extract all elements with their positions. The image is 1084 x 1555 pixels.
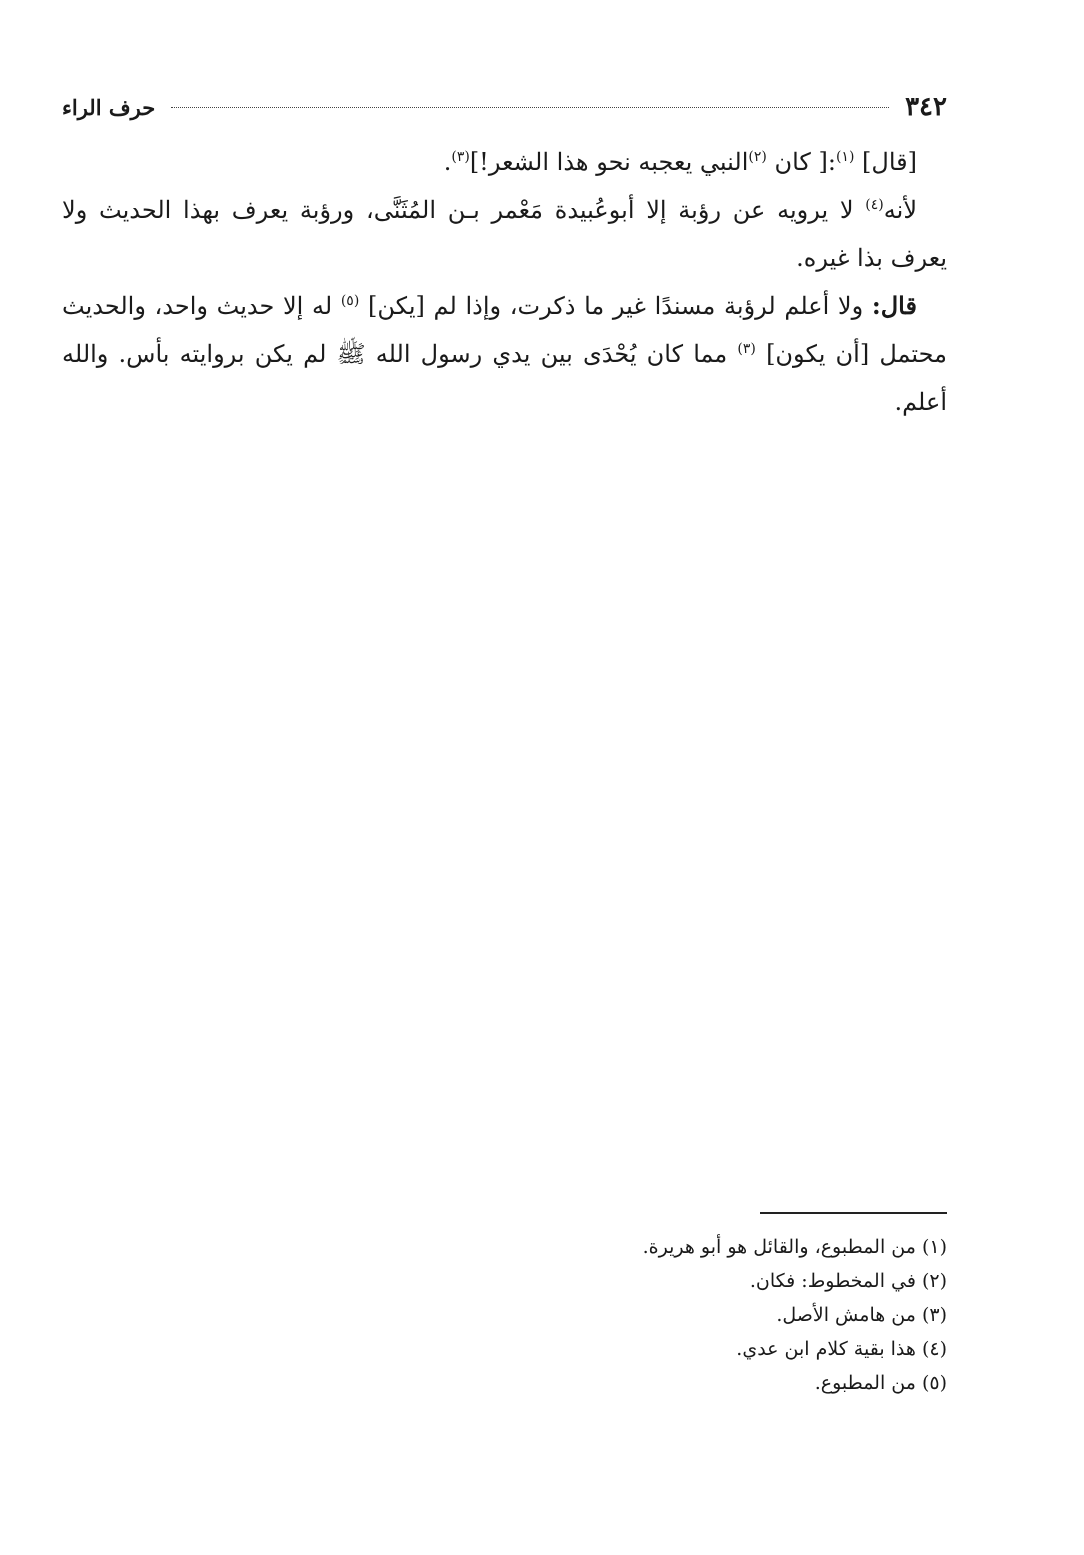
- footnote-item: [500, 1264, 947, 1298]
- paragraph-lead: قال:: [871, 291, 917, 320]
- footnote-text: من المطبوع، والقائل هو أبو هريرة.: [642, 1236, 916, 1258]
- footnote-number: (٣): [921, 1304, 947, 1326]
- footnote-separator: [760, 1212, 947, 1214]
- footnote-item: [500, 1332, 947, 1366]
- footnote-ref: (٣): [451, 149, 470, 165]
- page-number: ٣٤٢: [905, 92, 947, 122]
- paragraph-1: [62, 138, 947, 186]
- main-text: [62, 138, 947, 426]
- footnotes: [500, 1230, 947, 1400]
- running-header: [62, 90, 947, 124]
- footnote-ref: (٤): [865, 197, 884, 213]
- text-segment: له إلا حديث واحد، والحديث محتمل [أن يكون]: [62, 292, 948, 368]
- text-segment: مما كان يُحْدَى بين يدي رسول الله ﷺ لم يكن بروايته بأس. والله أعلم.: [62, 340, 947, 416]
- paragraph-2: [62, 186, 947, 282]
- footnote-item: [500, 1298, 947, 1332]
- footnote-text: في المخطوط: فكان.: [749, 1270, 916, 1292]
- text-segment: ولا أعلم لرؤبة مسندًا غير ما ذكرت، وإذا لم [يكن]: [367, 292, 864, 320]
- text-segment: لا يرويه عن رؤبة إلا أبوعُبيدة مَعْمر بـن المُثَنَّى، ورؤبة يعرف بهذا الحديث ولا يعرف بذا غيره.: [62, 196, 947, 272]
- footnote-number: (٥): [921, 1372, 947, 1394]
- paragraph-3: [62, 282, 947, 426]
- footnote-number: (٤): [921, 1338, 947, 1360]
- footnote-text: من هامش الأصل.: [776, 1304, 916, 1326]
- footnote-number: (١): [921, 1236, 947, 1258]
- footnote-text: من المطبوع.: [814, 1372, 916, 1394]
- text-segment: لأنه: [883, 196, 917, 224]
- footnote-ref: (٣): [737, 341, 756, 357]
- footnote-ref: (١): [835, 149, 855, 165]
- footnote-ref: (٥): [340, 293, 360, 309]
- footnote-item: [500, 1230, 947, 1264]
- text-segment: :[ كان: [774, 148, 836, 176]
- chapter-title: حرف الراء: [62, 94, 156, 120]
- header-divider: [171, 107, 889, 108]
- text-segment: النبي يعجبه نحو هذا الشعر!]: [469, 148, 749, 176]
- text-segment: .: [443, 148, 452, 176]
- footnote-item: [500, 1366, 947, 1400]
- footnote-text: هذا بقية كلام ابن عدي.: [736, 1338, 916, 1360]
- footnote-number: (٢): [921, 1270, 947, 1292]
- text-segment: [قال]: [862, 148, 917, 176]
- footnote-ref: (٢): [748, 149, 767, 165]
